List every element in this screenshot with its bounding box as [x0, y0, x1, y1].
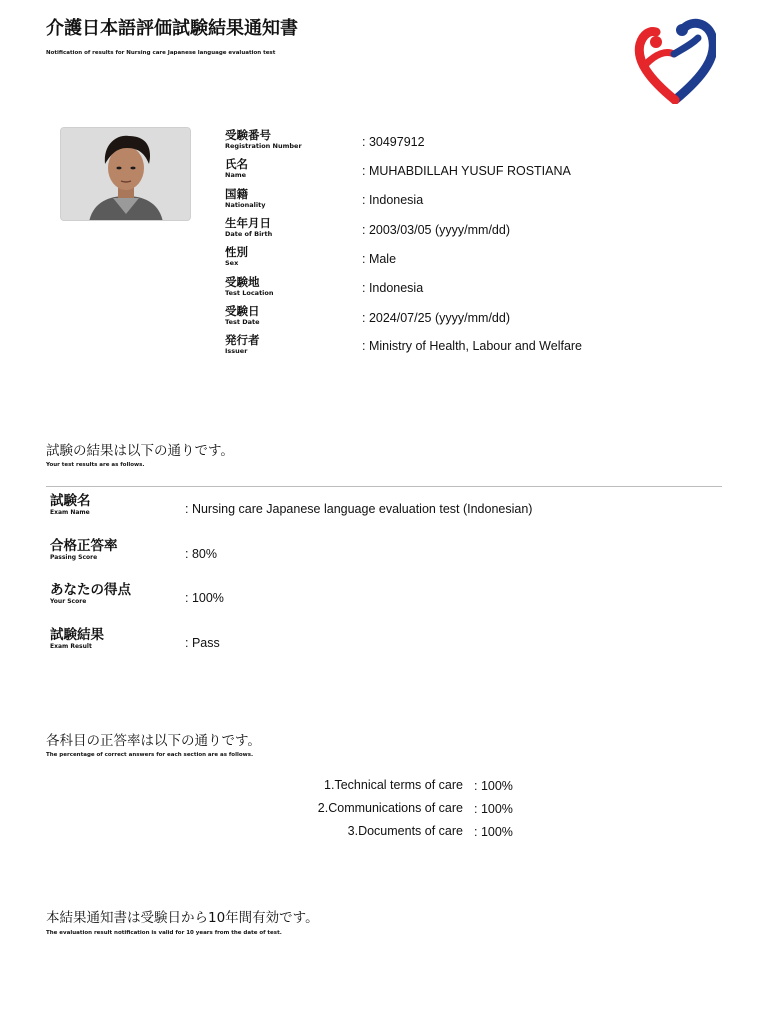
label-en: Exam Name — [50, 509, 90, 516]
field-name-label — [225, 158, 248, 179]
validity-note: 本結果通知書は受験日から10年間有効です。 — [46, 910, 319, 926]
ministry-logo-icon — [634, 14, 716, 104]
test-date-value: : 2024/07/25 (yyyy/mm/dd) — [362, 311, 510, 325]
section-value: : 100% — [474, 779, 513, 793]
label-en: Date of Birth — [225, 230, 273, 238]
field-test-date-label — [225, 305, 260, 326]
field-sex-label — [225, 246, 248, 267]
document-subtitle: Notification of results for Nursing care Japanese language evaluation test — [46, 50, 276, 56]
section-value: : 100% — [474, 825, 513, 839]
sections-heading: 各科目の正答率は以下の通りです。 — [46, 733, 261, 749]
label-jp: 受験日 — [225, 304, 260, 318]
label-en: Issuer — [225, 347, 248, 355]
label-en: Exam Result — [50, 643, 92, 650]
label-jp: 試験名 — [50, 493, 91, 509]
label-jp: 氏名 — [225, 157, 248, 171]
sex-value: : Male — [362, 252, 397, 266]
label-en: Passing Score — [50, 554, 98, 561]
label-jp: 生年月日 — [225, 216, 271, 230]
label-en: Your Score — [50, 598, 87, 605]
section-label: 2.Communications of care — [317, 801, 463, 815]
results-heading-en: Your test results are as follows. — [46, 462, 145, 468]
registration-number-value: : 30497912 — [362, 135, 425, 149]
label-jp: 発行者 — [225, 333, 260, 347]
label-jp: あなたの得点 — [50, 582, 131, 598]
label-jp: 試験結果 — [50, 627, 104, 643]
field-date-of-birth-label — [225, 217, 272, 238]
label-jp: 受験地 — [225, 275, 260, 289]
label-en: Test Location — [225, 289, 274, 297]
nationality-value: : Indonesia — [362, 193, 424, 207]
passing-score-label — [50, 538, 118, 561]
passing-score-value: : 80% — [185, 547, 217, 561]
label-jp: 国籍 — [225, 187, 248, 201]
validity-note-en: The evaluation result notification is valid for 10 years from the date of test. — [46, 930, 282, 936]
issuer-value: : Ministry of Health, Labour and Welfare — [362, 339, 583, 353]
exam-result-value: : Pass — [185, 636, 220, 650]
document-title: 介護日本語評価試験結果通知書 — [46, 18, 298, 39]
your-score-value: : 100% — [185, 591, 224, 605]
label-en: Name — [225, 171, 247, 179]
results-heading: 試験の結果は以下の通りです。 — [46, 443, 234, 459]
label-en: Registration Number — [225, 142, 302, 150]
divider — [46, 486, 722, 487]
your-score-label — [50, 582, 131, 605]
candidate-photo — [60, 127, 191, 221]
section-value: : 100% — [474, 802, 513, 816]
section-label: 3.Documents of care — [347, 824, 463, 838]
date-of-birth-value: : 2003/03/05 (yyyy/mm/dd) — [362, 223, 510, 237]
field-test-location-label — [225, 276, 274, 297]
sections-heading-en: The percentage of correct answers for each section are as follows. — [46, 752, 254, 758]
field-issuer-label — [225, 334, 260, 355]
exam-result-label — [50, 627, 104, 650]
exam-name-label — [50, 493, 91, 516]
label-jp: 性別 — [225, 245, 248, 259]
label-jp: 受験番号 — [225, 128, 271, 142]
name-value: : MUHABDILLAH YUSUF ROSTIANA — [362, 164, 571, 178]
exam-name-value: : Nursing care Japanese language evaluation test (Indonesian) — [185, 502, 533, 516]
field-registration-number-label — [225, 129, 302, 150]
label-jp: 合格正答率 — [50, 538, 118, 554]
label-en: Test Date — [225, 318, 260, 326]
test-location-value: : Indonesia — [362, 281, 424, 295]
field-nationality-label — [225, 188, 265, 209]
label-en: Nationality — [225, 201, 266, 209]
label-en: Sex — [225, 259, 239, 267]
section-label: 1.Technical terms of care — [324, 778, 463, 792]
